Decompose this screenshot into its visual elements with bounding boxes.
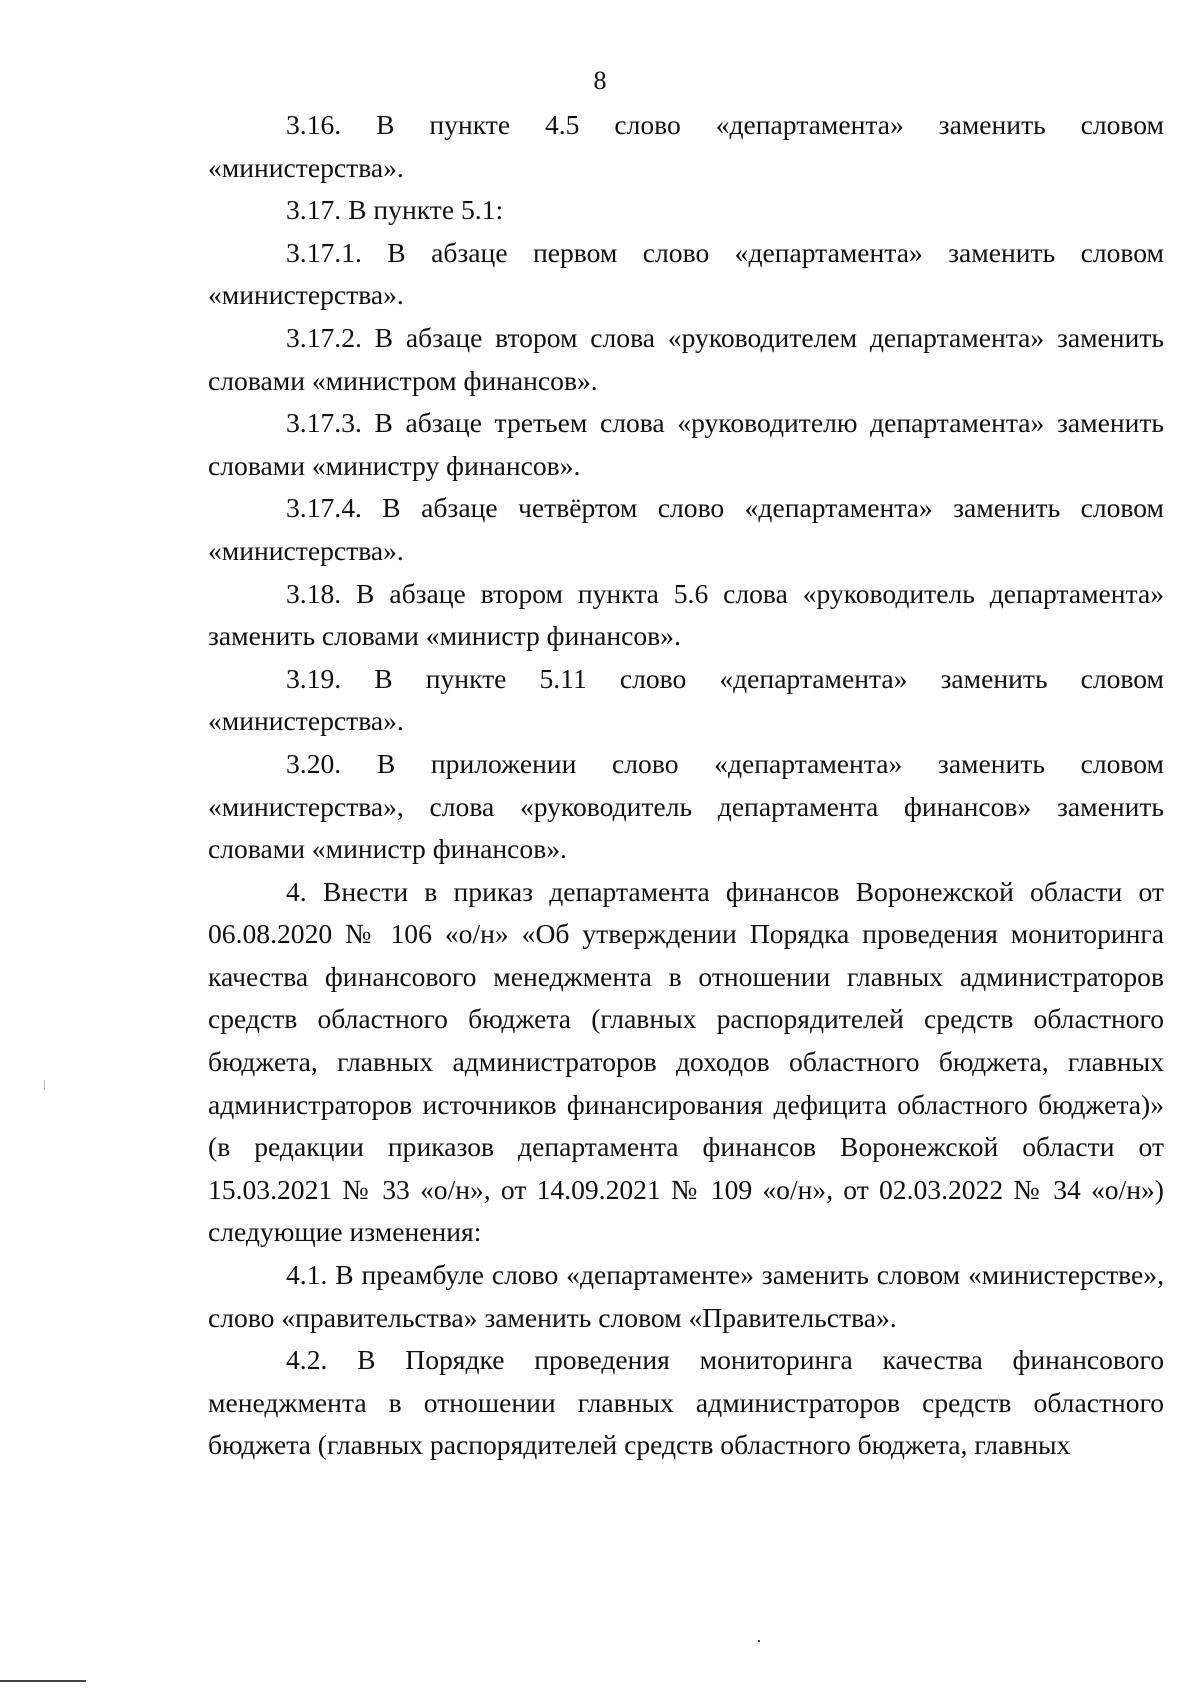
paragraph-3-18: 3.18. В абзаце втором пункта 5.6 слова «руководитель департамента» заменить словами «министр финансов». [208, 577, 1164, 652]
document-body [208, 104, 1164, 1467]
paragraph-3-17-2: 3.17.2. В абзаце втором слова «руководителем департамента» заменить словами «министром финансов». [208, 321, 1164, 396]
paragraph-4-1: 4.1. В преамбуле слово «департаменте» заменить словом «министерстве», слово «правительства» заменить словом «Правительства». [208, 1259, 1164, 1333]
paragraph-4: 4. Внести в приказ департамента финансов Воронежской области от 06.08.2020 № 106 «о/н» «Об утверждении Порядка проведения мониторинга качества финансового менеджмента в отношении главных администраторов средств областного бюджета (главных распорядителей средств областного бюджета, главных администраторов доходов областного бюджета, главных администраторов источников финансирования дефицита областного бюджета)» (в редакции приказов департамента финансов Воронежской области от 15.03.2021 № 33 «о/н», от 14.09.2021 № 109 «о/н», от 02.03.2022 № 34 «о/н») следующие изменения: [208, 875, 1164, 1248]
scan-dot [758, 1640, 760, 1642]
page-number: 8 [593, 66, 607, 95]
paragraph-3-20: 3.20. В приложении слово «департамента» заменить словом «министерства», слова «руководитель департамента финансов» заменить словами «министр финансов». [208, 747, 1164, 865]
paragraph-3-17: 3.17. В пункте 5.1: [286, 194, 504, 226]
paragraph-3-17-4: 3.17.4. В абзаце четвёртом слово «департамента» заменить словом «министерства». [208, 492, 1164, 566]
paragraph-3-17-1: 3.17.1. В абзаце первом слово «департамента» заменить словом «министерства». [208, 236, 1164, 311]
paragraph-3-16: 3.16. В пункте 4.5 слово «департамента» заменить словом «министерства». [208, 109, 1164, 183]
paragraph-4-2: 4.2. В Порядке проведения мониторинга качества финансового менеджмента в отношении главных администраторов средств областного бюджета (главных распорядителей средств областного бюджета, главных [208, 1344, 1164, 1461]
scan-dot [44, 1080, 45, 1090]
scan-edge-line [0, 1680, 86, 1682]
paragraph-3-17-3: 3.17.3. В абзаце третьем слова «руководителю департамента» заменить словами «министру финансов». [208, 407, 1164, 481]
paragraph-3-19: 3.19. В пункте 5.11 слово «департамента» заменить словом «министерства». [208, 662, 1164, 737]
